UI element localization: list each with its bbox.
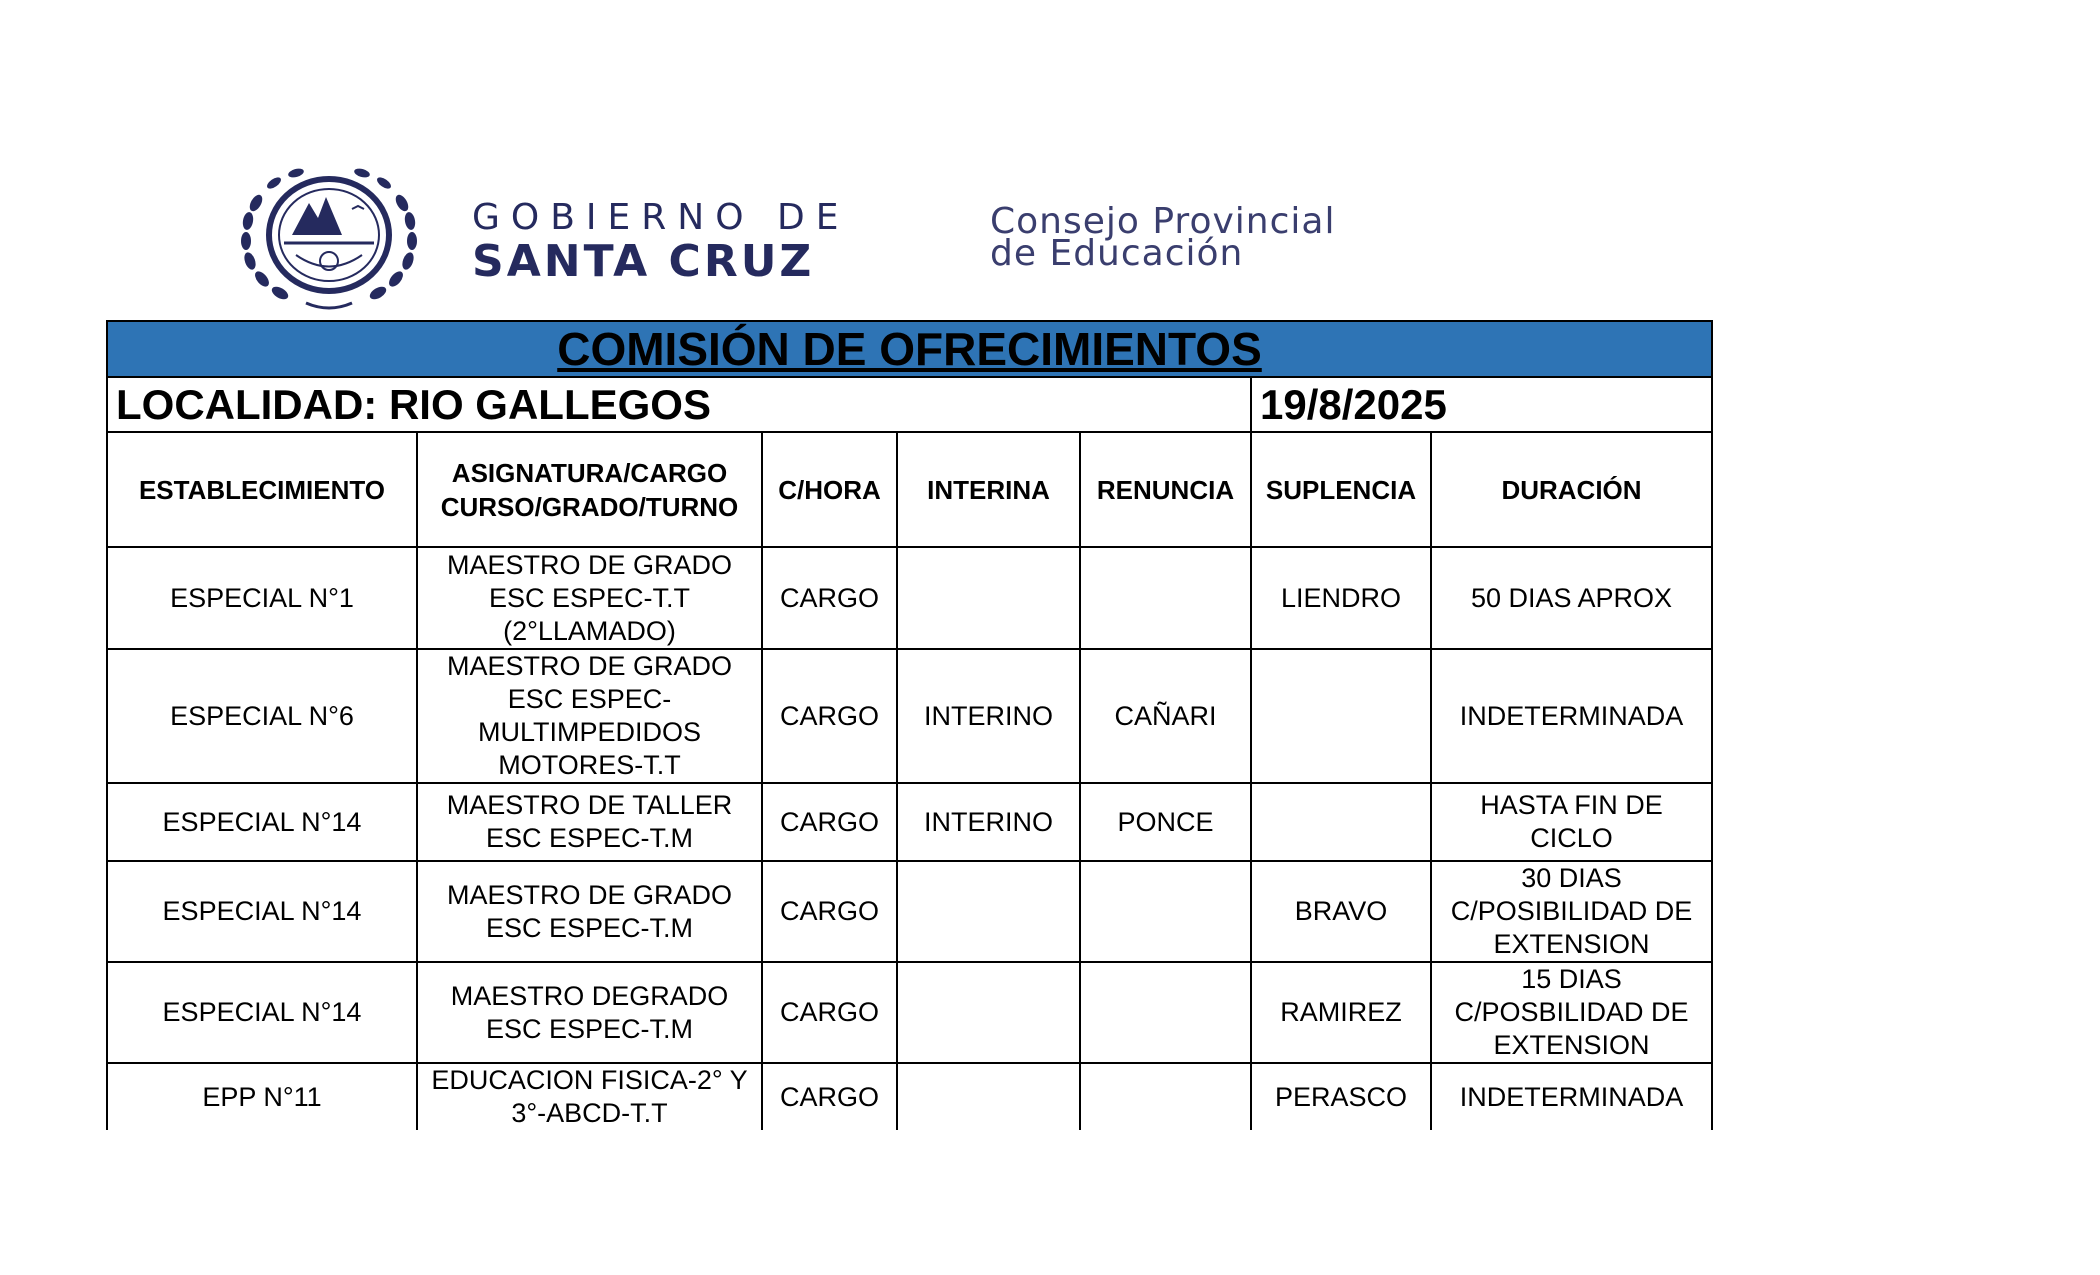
cell-hours: CARGO (762, 649, 897, 783)
column-header: DURACIÓN (1431, 432, 1712, 547)
table-row (107, 962, 1712, 1063)
offer-date: 19/8/2025 (1251, 377, 1712, 432)
cell-hours: CARGO (762, 962, 897, 1063)
cell-substitute: BRAVO (1251, 861, 1431, 962)
cell-substitute (1251, 649, 1431, 783)
cell-subject: EDUCACION FISICA-2° Y 3°-ABCD-T.T (417, 1063, 762, 1130)
cell-establishment: ESPECIAL N°14 (107, 962, 417, 1063)
cell-duration: 50 DIAS APROX (1431, 547, 1712, 649)
gobierno-santa-cruz-logo (472, 197, 850, 287)
column-header: ASIGNATURA/CARGO CURSO/GRADO/TURNO (417, 432, 762, 547)
table-row (107, 547, 1712, 649)
cell-duration: INDETERMINADA (1431, 649, 1712, 783)
cell-hours: CARGO (762, 547, 897, 649)
cell-subject: MAESTRO DEGRADO ESC ESPEC-T.M (417, 962, 762, 1063)
table-row (107, 861, 1712, 962)
consejo-educacion-logo (990, 201, 1336, 274)
cell-resignation (1080, 547, 1251, 649)
column-header: ESTABLECIMIENTO (107, 432, 417, 547)
column-header: SUPLENCIA (1251, 432, 1431, 547)
locality-label: LOCALIDAD: RIO GALLEGOS (107, 377, 1251, 432)
cell-substitute: LIENDRO (1251, 547, 1431, 649)
cell-interim (897, 547, 1080, 649)
cell-subject: MAESTRO DE TALLER ESC ESPEC-T.M (417, 783, 762, 861)
cell-resignation (1080, 861, 1251, 962)
column-header: RENUNCIA (1080, 432, 1251, 547)
offers-table (106, 320, 1713, 1130)
cell-duration: INDETERMINADA (1431, 1063, 1712, 1130)
santa-cruz-seal-logo (234, 163, 424, 313)
cell-duration: 30 DIAS C/POSIBILIDAD DE EXTENSION (1431, 861, 1712, 962)
cell-establishment: ESPECIAL N°6 (107, 649, 417, 783)
cell-establishment: EPP N°11 (107, 1063, 417, 1130)
cell-establishment: ESPECIAL N°14 (107, 861, 417, 962)
cell-interim: INTERINO (897, 783, 1080, 861)
table-row (107, 1063, 1712, 1130)
cell-subject: MAESTRO DE GRADO ESC ESPEC- MULTIMPEDIDOS MOTORES-T.T (417, 649, 762, 783)
column-header: INTERINA (897, 432, 1080, 547)
cell-duration: HASTA FIN DE CICLO (1431, 783, 1712, 861)
council-logo-line2: de Educación (990, 233, 1244, 274)
cell-resignation: PONCE (1080, 783, 1251, 861)
gov-logo-line1: GOBIERNO DE (472, 197, 850, 238)
cell-resignation (1080, 962, 1251, 1063)
cell-duration: 15 DIAS C/POSBILIDAD DE EXTENSION (1431, 962, 1712, 1063)
cell-substitute (1251, 783, 1431, 861)
cell-interim (897, 962, 1080, 1063)
table-row (107, 649, 1712, 783)
cell-substitute: PERASCO (1251, 1063, 1431, 1130)
cell-interim: INTERINO (897, 649, 1080, 783)
sheet-title: COMISIÓN DE OFRECIMIENTOS (107, 321, 1712, 377)
table-row (107, 783, 1712, 861)
cell-interim (897, 1063, 1080, 1130)
cell-establishment: ESPECIAL N°14 (107, 783, 417, 861)
cell-resignation: CAÑARI (1080, 649, 1251, 783)
header-row (107, 432, 1712, 547)
cell-resignation (1080, 1063, 1251, 1130)
cell-interim (897, 861, 1080, 962)
cell-establishment: ESPECIAL N°1 (107, 547, 417, 649)
cell-hours: CARGO (762, 783, 897, 861)
cell-hours: CARGO (762, 1063, 897, 1130)
cell-subject: MAESTRO DE GRADO ESC ESPEC-T.T (2°LLAMADO) (417, 547, 762, 649)
cell-hours: CARGO (762, 861, 897, 962)
gov-logo-line2: SANTA CRUZ (472, 236, 815, 287)
column-header: C/HORA (762, 432, 897, 547)
council-logo-line1: Consejo Provincial (990, 201, 1336, 242)
cell-substitute: RAMIREZ (1251, 962, 1431, 1063)
cell-subject: MAESTRO DE GRADO ESC ESPEC-T.M (417, 861, 762, 962)
